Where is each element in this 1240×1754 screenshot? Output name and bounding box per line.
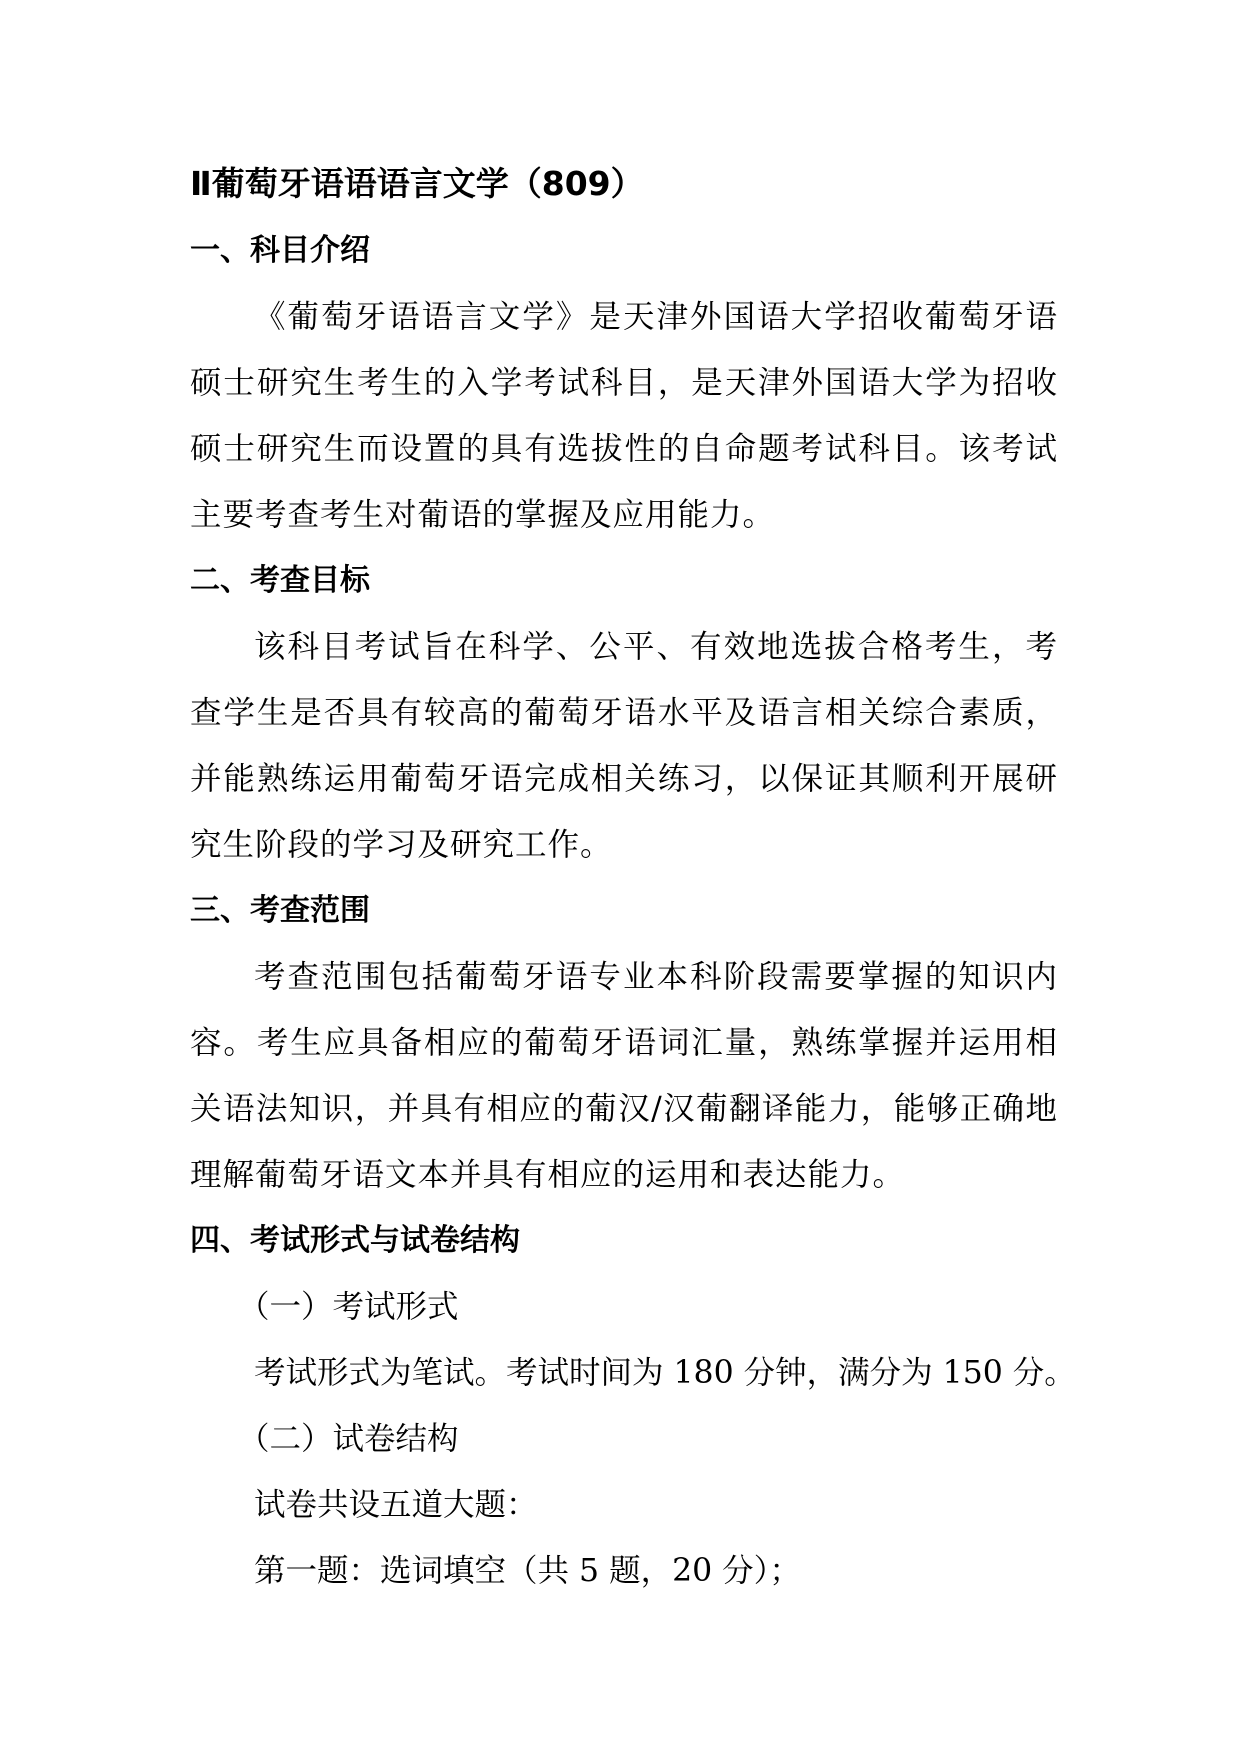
section-heading-intro: 一、科目介绍: [190, 233, 370, 268]
document-content: [190, 150, 1076, 1604]
paper-structure-line: 试卷共设五道大题：: [254, 1487, 538, 1523]
section-heading-objective: 二、考查目标: [190, 563, 370, 598]
subsection-heading-paper-structure: （二）试卷结构: [238, 1421, 459, 1457]
page-title: Ⅱ葡萄牙语语语言文学（809）: [190, 164, 644, 203]
section-paragraph-objective: 该科目考试旨在科学、公平、有效地选拔合格考生，考查学生是否具有较高的葡萄牙语水平及语言相关综合素质，并能熟练运用葡萄牙语完成相关练习，以保证其顺利开展研究生阶段的学习及研究工作。: [190, 629, 1058, 863]
section-heading-format: 四、考试形式与试卷结构: [190, 1223, 520, 1258]
paper-structure-line: 第一题：选词填空（共 5 题，20 分）；: [254, 1553, 801, 1589]
section-paragraph-scope: 考查范围包括葡萄牙语专业本科阶段需要掌握的知识内容。考生应具备相应的葡萄牙语词汇量，熟练掌握并运用相关语法知识，并具有相应的葡汉/汉葡翻译能力，能够正确地理解葡萄牙语文本并具有相应的运用和表达能力。: [190, 959, 1058, 1193]
section-heading-scope: 三、考查范围: [190, 893, 370, 928]
section-paragraph-intro: 《葡萄牙语语言文学》是天津外国语大学招收葡萄牙语硕士研究生考生的入学考试科目，是天津外国语大学为招收硕士研究生而设置的具有选拔性的自命题考试科目。该考试主要考查考生对葡语的掌握及应用能力。: [190, 299, 1058, 533]
subsection-heading-exam-form: （一）考试形式: [238, 1289, 459, 1325]
exam-form-line: 考试形式为笔试。考试时间为 180 分钟，满分为 150 分。: [254, 1355, 1076, 1391]
